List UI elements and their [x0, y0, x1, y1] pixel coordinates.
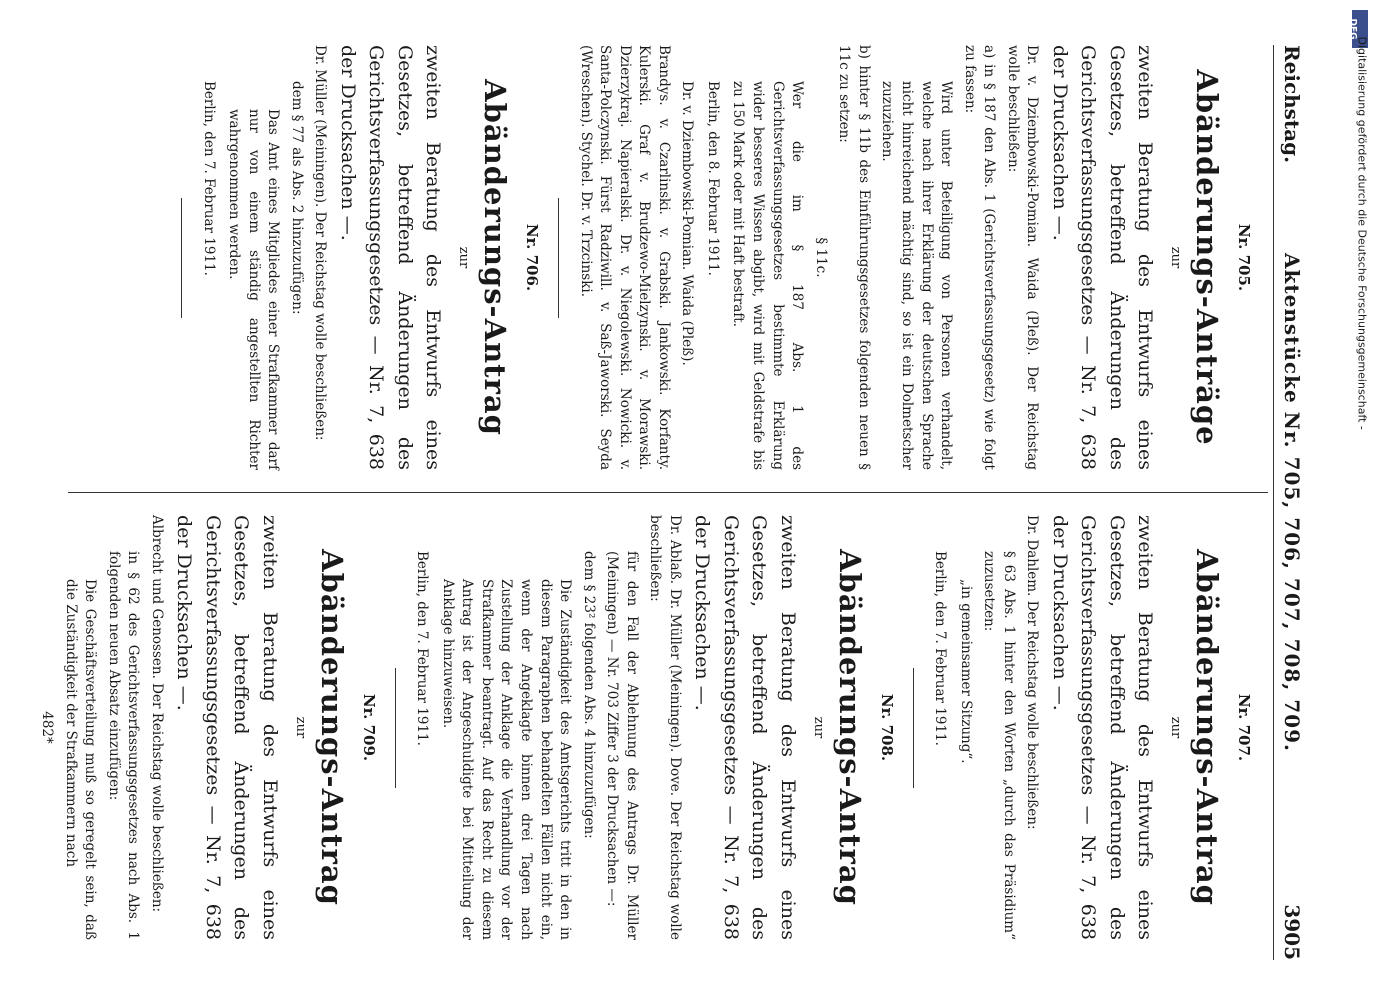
- right-column: [39, 515, 1268, 940]
- left-column: [60, 45, 1268, 470]
- motion-title: Abänderungs-Anträge: [1190, 69, 1225, 446]
- dfg-logo: DFG: [1352, 10, 1368, 48]
- amendment-text: Die Geschäftsverteilung muß so geregelt sein, daß die Zuständigkeit der Strafkammern nach: [62, 579, 99, 940]
- signature-head: Dr. v. Dziembowski-Pomian. Waida (Pleß).: [679, 81, 696, 366]
- zur-label: zur: [456, 246, 472, 269]
- motion-date: Berlin, den 7. Februar 1911.: [200, 81, 217, 276]
- motion-title: Abänderungs-Antrag: [314, 549, 349, 906]
- motion-subject: zweiten Beratung des Entwurfs eines Gesetzes, betreffend Änderungen des Gerichtsverfassungsgesetzes — Nr. 7, 638 der Drucksachen —.: [1048, 515, 1157, 940]
- motion-708: [412, 515, 897, 940]
- motion-706: [198, 45, 542, 470]
- separator-rule: [913, 668, 914, 788]
- digitization-sidebar: [1347, 10, 1372, 990]
- motion-subject: zweiten Beratung des Entwurfs eines Gesetzes, betreffend Änderungen des Gerichtsverfassungsgesetzes — Nr. 7, 638 der Drucksachen —.: [1048, 45, 1157, 470]
- zur-label: zur: [1168, 246, 1184, 269]
- motion-title: Abänderungs-Antrag: [1190, 549, 1225, 906]
- condition-clause: für den Fall der Ablehnung des Antrags Dr. Müller (Meiningen) — Nr. 703 Ziffer 3 der Drucksachen —:: [604, 551, 640, 940]
- motion-date: Berlin, den 8. Februar 1911.: [704, 81, 721, 276]
- item-a-label: a) in § 187 den Abs. 1 (Gerichtsverfassungsgesetz) wie folgt zu fassen:: [961, 45, 998, 470]
- zur-label: zur: [810, 716, 826, 739]
- motion-subject: zweiten Beratung des Entwurfs eines Gesetzes, betreffend Änderungen des Gerichtsverfassungsgesetzes — Nr. 7, 638 der Drucksachen —.: [336, 45, 445, 470]
- motion-intro: Dr. Ablaß. Dr. Müller (Meiningen). Dove. Der Reichstag wolle beschließen:: [647, 515, 683, 940]
- sheet-signature: 482*: [39, 711, 56, 744]
- zur-label: zur: [292, 716, 308, 739]
- motion-intro: Dr. v. Dziembowski-Pomian. Waida (Pleß). Der Reichstag wolle beschließen:: [1004, 45, 1041, 470]
- separator-rule: [395, 668, 396, 788]
- paragraph-number: § 11c.: [812, 237, 829, 278]
- zur-label: zur: [1168, 716, 1184, 739]
- column-divider: [68, 492, 1268, 493]
- motion-date: Berlin, den 7. Februar 1911.: [414, 551, 431, 746]
- amendment-label: in § 62 des Gerichtsverfassungsgesetzes nach Abs. 1 folgenden neuen Absatz einzufügen:: [105, 551, 142, 940]
- item-b-label: b) hinter § 11b des Einführungsgesetzes folgenden neuen § 11c zu setzen:: [836, 45, 872, 470]
- motion-subject: zweiten Beratung des Entwurfs eines Gesetzes, betreffend Änderungen des Gerichtsverfassungsgesetzes — Nr. 7, 638 der Drucksachen —.: [173, 515, 281, 940]
- page-number: 3905: [1280, 904, 1304, 960]
- motion-707: [930, 515, 1254, 940]
- amendment-label: § 63 Abs. 1 hinter den Worten „durch das Präsidium“ zuzusetzen:: [981, 551, 1017, 940]
- amendment-quote: „in gemeinsamer Sitzung“.: [957, 579, 974, 764]
- motion-intro: Dr. Dahlem. Der Reichstag wolle beschließen:: [1024, 515, 1041, 830]
- rotated-document-page: [39, 45, 1310, 960]
- item-a-text: Wird unter Beteiligung von Personen verhandelt, welche nach ihrer Erklärung der deutschen Sprache nicht hinreichend mächtig sind, so ist ein Dolmetscher zuzuziehen.: [879, 81, 955, 470]
- item-b-text: Wer die im § 187 Abs. 1 des Gerichtsverfassungsgesetzes bestimmte Erklärung wider besseres Wissen abgibt, wird mit Geldstrafe bis zu 150 Mark oder mit Haft bestraft.: [730, 81, 806, 470]
- motion-number: Nr. 707.: [1235, 693, 1253, 762]
- separator-rule: [558, 198, 559, 318]
- motion-number: Nr. 705.: [1235, 223, 1253, 292]
- amendment-text: Das Amt eines Mitgliedes einer Strafkammer darf nur von einem ständig angestellten Richter wahrgenommen werden.: [226, 109, 282, 470]
- motion-number: Nr. 706.: [522, 223, 541, 292]
- amendment-text: Die Zuständigkeit des Amtsgerichts tritt in den in diesem Paragraphen behandelten Fällen nicht ein, wenn der Angeklagte binnen drei Tagen nach Zustellung der Anklage die Verhandlung vor der Strafkammer beantragt. Auf das Recht zu diesem Antrag ist der Angeschuldigte bei Mitteilung der Anklage hinzuweisen.: [439, 579, 574, 940]
- motion-date: Berlin, den 7. Februar 1911.: [932, 551, 949, 746]
- motion-number: Nr. 709.: [359, 693, 378, 762]
- digitization-notice: Digitalisierung gefördert durch die Deutsche Forschungsgemeinschaft -: [1355, 36, 1369, 430]
- header-left: Reichstag.: [1280, 45, 1304, 164]
- signers-list: Brandys. v. Czarlinski. v. Grabski. Jankowski. Korfanty. Kulerski. Graf v. Brudzewo-Mielzynski. v. Morawski. Dzierzykraj. Napieralski. Dr. v. Niegolewski. Nowicki. v. Santa-Polczynski. Fürst Radziwill. v. Saß-Jaworski. Seyda (Wreschen). Stychel. Dr. v. Trzcinski.: [577, 45, 672, 470]
- amendment-label: dem § 23² folgenden Abs. 4 hinzuzufügen:: [580, 551, 597, 839]
- page-header: [1273, 45, 1310, 960]
- motion-title: Abänderungs-Antrag: [478, 79, 513, 436]
- separator-rule: [181, 198, 182, 318]
- header-middle: Aktenstücke Nr. 705, 706, 707, 708, 709.: [1280, 253, 1304, 752]
- amendment-label: dem § 77 als Abs. 2 hinzuzufügen:: [288, 81, 305, 315]
- motion-title: Abänderungs-Antrag: [832, 549, 867, 906]
- motion-number: Nr. 708.: [877, 693, 896, 762]
- motion-intro: Dr. Müller (Meiningen). Der Reichstag wolle beschließen:: [312, 45, 329, 441]
- motion-705: [575, 45, 1254, 470]
- motion-subject: zweiten Beratung des Entwurfs eines Gesetzes, betreffend Änderungen des Gerichtsverfassungsgesetzes — Nr. 7, 638 der Drucksachen —.: [691, 515, 799, 940]
- motion-709: [37, 515, 379, 940]
- motion-intro: Albrecht und Genossen. Der Reichstag wolle beschließen:: [148, 515, 165, 913]
